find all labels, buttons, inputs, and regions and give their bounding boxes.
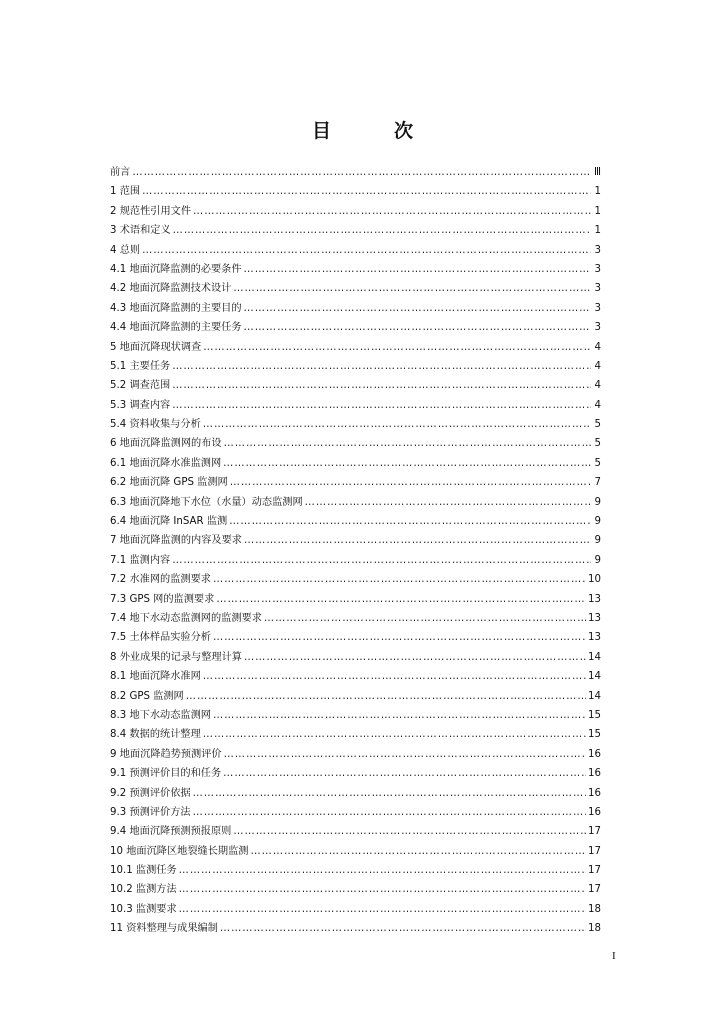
toc-entry[interactable] xyxy=(110,725,601,744)
toc-entry-title: 8.1 地面沉降水准网 xyxy=(110,671,201,683)
page-number: I xyxy=(612,950,616,962)
toc-entry-page: 17 xyxy=(588,884,601,896)
toc-entry[interactable] xyxy=(110,512,601,531)
toc-entry[interactable] xyxy=(110,551,601,570)
toc-entry-title: 6.3 地面沉降地下水位（水量）动态监测网 xyxy=(110,496,303,508)
dot-leader xyxy=(213,628,586,647)
toc-entry-title: 6.1 地面沉降水准监测网 xyxy=(110,457,222,469)
toc-entry-title: 10.1 监测任务 xyxy=(110,865,177,877)
toc-entry-page: 3 xyxy=(594,244,601,256)
toc-entry-page: 14 xyxy=(588,671,601,683)
toc-entry-page: 16 xyxy=(588,806,601,818)
toc-entry-title: 7.5 土体样品实验分析 xyxy=(110,632,211,644)
toc-entry-title: 5.3 调查内容 xyxy=(110,399,171,411)
toc-entry-page: 4 xyxy=(594,399,601,411)
toc-entry[interactable] xyxy=(110,318,601,337)
toc-entry-page: 1 xyxy=(594,186,601,198)
dot-leader xyxy=(203,415,591,434)
toc-entry-page: 14 xyxy=(588,690,601,702)
toc-entry-page: 16 xyxy=(588,748,601,760)
toc-entry-page: 15 xyxy=(588,709,601,721)
dot-leader xyxy=(203,725,586,744)
dot-leader xyxy=(220,919,586,938)
toc-entry[interactable] xyxy=(110,570,601,589)
dot-leader xyxy=(244,318,591,337)
toc-entry-title: 8 外业成果的记录与整理计算 xyxy=(110,651,242,663)
toc-entry-page: 18 xyxy=(588,923,601,935)
toc-entry[interactable] xyxy=(110,900,601,919)
toc-entry-page: 13 xyxy=(588,593,601,605)
dot-leader xyxy=(244,531,591,550)
toc-entry-title: 5.2 调查范围 xyxy=(110,380,171,392)
toc-entry-page: 13 xyxy=(588,632,601,644)
toc-entry[interactable] xyxy=(110,357,601,376)
toc-entry[interactable] xyxy=(110,919,601,938)
toc-entry[interactable] xyxy=(110,415,601,434)
toc-entry-page: 9 xyxy=(594,496,601,508)
dot-leader xyxy=(193,202,591,221)
toc-entry[interactable] xyxy=(110,396,601,415)
toc-entry[interactable] xyxy=(110,493,601,512)
toc-entry-page: 9 xyxy=(594,516,601,528)
dot-leader xyxy=(229,512,591,531)
toc-entry[interactable] xyxy=(110,202,601,221)
toc-entry[interactable] xyxy=(110,667,601,686)
toc-entry-title: 7.1 监测内容 xyxy=(110,554,171,566)
toc-entry-title: 7.3 GPS 网的监测要求 xyxy=(110,593,215,605)
toc-entry-page: 1 xyxy=(594,225,601,237)
toc-entry-title: 3 术语和定义 xyxy=(110,225,171,237)
dot-leader xyxy=(305,493,591,512)
toc-entry[interactable] xyxy=(110,376,601,395)
toc-entry-page: 4 xyxy=(594,360,601,372)
toc-entry[interactable] xyxy=(110,822,601,841)
toc-entry[interactable] xyxy=(110,687,601,706)
dot-leader xyxy=(193,803,586,822)
toc-entry[interactable] xyxy=(110,182,601,201)
toc-entry-page: 4 xyxy=(594,341,601,353)
dot-leader xyxy=(244,648,586,667)
toc-entry-title: 8.4 数据的统计整理 xyxy=(110,729,201,741)
dot-leader xyxy=(172,396,591,415)
toc-entry-title: 4.4 地面沉降监测的主要任务 xyxy=(110,322,242,334)
toc-entry[interactable] xyxy=(110,299,601,318)
toc-entry[interactable] xyxy=(110,803,601,822)
toc-entry-title: 10.2 监测方法 xyxy=(110,884,177,896)
dot-leader xyxy=(213,570,586,589)
toc-entry[interactable] xyxy=(110,473,601,492)
toc-entry-title: 7.2 水准网的监测要求 xyxy=(110,574,211,586)
toc-entry-title: 4.3 地面沉降监测的主要目的 xyxy=(110,302,242,314)
dot-leader xyxy=(193,784,586,803)
toc-entry[interactable] xyxy=(110,338,601,357)
toc-entry-page: 3 xyxy=(594,283,601,295)
dot-leader xyxy=(244,299,591,318)
toc-entry-page: 9 xyxy=(594,535,601,547)
toc-entry-page: 7 xyxy=(594,477,601,489)
dot-leader xyxy=(224,745,586,764)
toc-entry-title: 前言 xyxy=(110,167,131,178)
dot-leader xyxy=(172,357,591,376)
toc-entry[interactable] xyxy=(110,784,601,803)
toc-entry-page: 15 xyxy=(588,729,601,741)
toc-entry[interactable] xyxy=(110,531,601,550)
dot-leader xyxy=(264,609,586,628)
dot-leader xyxy=(203,667,586,686)
toc-entry[interactable] xyxy=(110,454,601,473)
toc-entry-title: 5.4 资料收集与分析 xyxy=(110,419,201,431)
toc-entry-title: 10.3 监测要求 xyxy=(110,903,177,915)
dot-leader xyxy=(250,842,586,861)
toc-entry-title: 6.4 地面沉降 InSAR 监测 xyxy=(110,516,228,528)
dot-leader xyxy=(244,260,591,279)
toc-entry[interactable] xyxy=(110,434,601,453)
toc-entry-page: 18 xyxy=(588,903,601,915)
toc-entry-title: 4.2 地面沉降监测技术设计 xyxy=(110,283,232,295)
toc-entry-title: 4 总则 xyxy=(110,244,141,256)
dot-leader xyxy=(172,376,591,395)
toc-entry[interactable] xyxy=(110,241,601,260)
toc-entry-page: 14 xyxy=(588,651,601,663)
dot-leader xyxy=(216,590,586,609)
toc-entry-page: 5 xyxy=(594,457,601,469)
toc-entry-page: 9 xyxy=(594,554,601,566)
table-of-contents xyxy=(110,163,601,939)
toc-entry-title: 4.1 地面沉降监测的必要条件 xyxy=(110,263,242,275)
dot-leader xyxy=(233,822,586,841)
toc-entry[interactable] xyxy=(110,163,601,182)
dot-leader xyxy=(223,454,591,473)
dot-leader xyxy=(203,338,591,357)
toc-entry-title: 8.3 地下水动态监测网 xyxy=(110,709,211,721)
toc-entry[interactable] xyxy=(110,279,601,298)
toc-entry-page: 5 xyxy=(594,438,601,450)
toc-entry-title: 6 地面沉降监测网的布设 xyxy=(110,438,222,450)
toc-entry-page: 17 xyxy=(588,865,601,877)
toc-entry[interactable] xyxy=(110,706,601,725)
dot-leader xyxy=(142,241,591,260)
toc-entry-title: 10 地面沉降区地裂缝长期监测 xyxy=(110,845,249,857)
page-title: 目 次 xyxy=(311,120,435,142)
toc-entry[interactable] xyxy=(110,628,601,647)
dot-leader xyxy=(186,687,586,706)
toc-entry-page: 16 xyxy=(588,787,601,799)
dot-leader xyxy=(132,163,591,182)
toc-entry-title: 9.4 地面沉降预测预报原则 xyxy=(110,826,232,838)
toc-entry-page: 16 xyxy=(588,768,601,780)
dot-leader xyxy=(179,900,586,919)
dot-leader xyxy=(213,706,586,725)
toc-entry-page: 17 xyxy=(588,826,601,838)
toc-entry-title: 5.1 主要任务 xyxy=(110,360,171,372)
toc-entry-page: 3 xyxy=(594,263,601,275)
toc-entry-title: 8.2 GPS 监测网 xyxy=(110,690,184,702)
toc-entry[interactable] xyxy=(110,609,601,628)
toc-entry[interactable] xyxy=(110,648,601,667)
dot-leader xyxy=(172,551,591,570)
toc-entry-page: 3 xyxy=(594,322,601,334)
toc-entry-title: 2 规范性引用文件 xyxy=(110,205,192,217)
toc-entry-title: 9 地面沉降趋势预测评价 xyxy=(110,748,222,760)
toc-entry[interactable] xyxy=(110,590,601,609)
toc-entry-title: 11 资料整理与成果编制 xyxy=(110,923,218,935)
toc-entry-title: 1 范围 xyxy=(110,186,141,198)
dot-leader xyxy=(233,279,591,298)
toc-entry-page: 13 xyxy=(588,612,601,624)
toc-entry[interactable] xyxy=(110,745,601,764)
dot-leader xyxy=(223,764,586,783)
toc-entry[interactable] xyxy=(110,221,601,240)
toc-entry[interactable] xyxy=(110,260,601,279)
toc-entry-page: 4 xyxy=(594,380,601,392)
toc-entry[interactable] xyxy=(110,764,601,783)
toc-entry[interactable] xyxy=(110,861,601,880)
toc-entry-page: 17 xyxy=(588,845,601,857)
toc-entry-title: 9.1 预测评价目的和任务 xyxy=(110,768,222,780)
toc-entry-page: 1 xyxy=(594,205,601,217)
dot-leader xyxy=(142,182,591,201)
toc-entry-title: 9.2 预测评价依据 xyxy=(110,787,191,799)
dot-leader xyxy=(179,861,586,880)
toc-entry-page: Ⅲ xyxy=(593,167,601,178)
dot-leader xyxy=(173,221,591,240)
toc-entry-page: 3 xyxy=(594,302,601,314)
toc-entry-page: 10 xyxy=(588,574,601,586)
toc-entry-title: 7.4 地下水动态监测网的监测要求 xyxy=(110,612,262,624)
dot-leader xyxy=(179,880,586,899)
toc-entry-page: 5 xyxy=(594,419,601,431)
toc-entry-title: 5 地面沉降现状调查 xyxy=(110,341,202,353)
dot-leader xyxy=(230,473,591,492)
toc-entry-title: 6.2 地面沉降 GPS 监测网 xyxy=(110,477,228,489)
toc-entry[interactable] xyxy=(110,842,601,861)
dot-leader xyxy=(224,434,591,453)
toc-entry-title: 7 地面沉降监测的内容及要求 xyxy=(110,535,242,547)
toc-entry-title: 9.3 预测评价方法 xyxy=(110,806,191,818)
toc-entry[interactable] xyxy=(110,880,601,899)
